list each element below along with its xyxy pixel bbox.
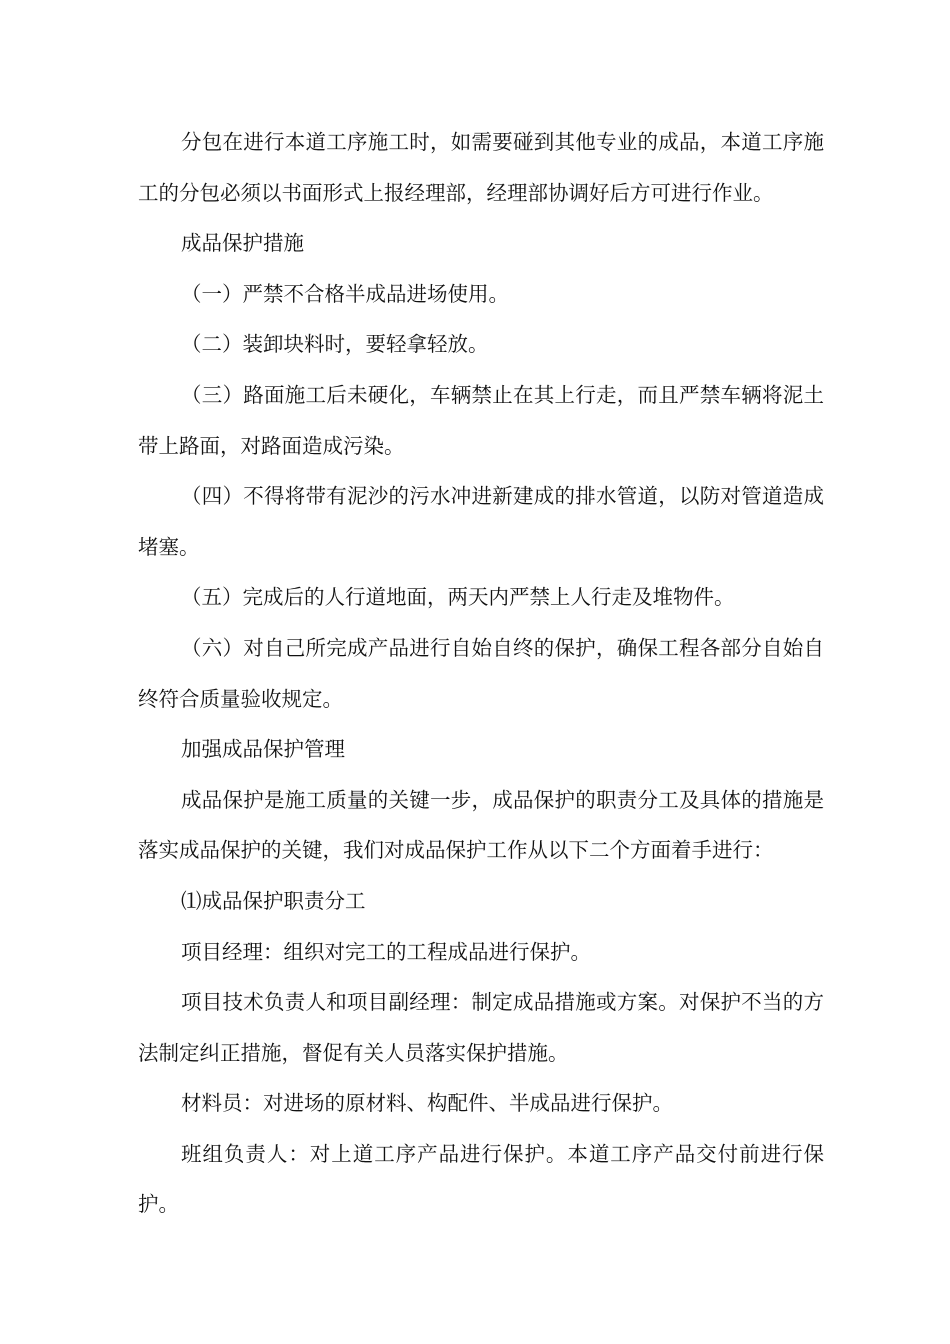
subheading-responsibility-division: ⑴成品保护职责分工 <box>181 888 366 913</box>
list-item-measure-2: （二）装卸块料时，要轻拿轻放。 <box>181 332 489 357</box>
duty-project-manager: 项目经理：组织对完工的工程成品进行保护。 <box>181 939 591 964</box>
duty-team-leader: 班组负责人：对上道工序产品进行保护。本道工序产品交付前进行保护。 <box>138 1141 824 1217</box>
duty-material-officer: 材料员：对进场的原材料、构配件、半成品进行保护。 <box>181 1091 673 1116</box>
list-item-measure-4: （四）不得将带有泥沙的污水冲进新建成的排水管道，以防对管道造成堵塞。 <box>138 484 824 559</box>
document-body <box>138 117 824 1230</box>
list-item-measure-5: （五）完成后的人行道地面，两天内严禁上人行走及堆物件。 <box>181 585 735 610</box>
paragraph-subcontract-coordination: 分包在进行本道工序施工时，如需要碰到其他专业的成品，本道工序施工的分包必须以书面形式上报经理部，经理部协调好后方可进行作业。 <box>138 130 824 205</box>
list-item-measure-6: （六）对自己所完成产品进行自始自终的保护，确保工程各部分自始自终符合质量验收规定。 <box>138 635 824 711</box>
list-item-measure-3: （三）路面施工后未硬化，车辆禁止在其上行走，而且严禁车辆将泥土带上路面，对路面造成污染。 <box>138 382 824 458</box>
paragraph-protection-key: 成品保护是施工质量的关键一步，成品保护的职责分工及具体的措施是落实成品保护的关键，我们对成品保护工作从以下二个方面着手进行： <box>138 787 824 863</box>
section-heading-protection-measures: 成品保护措施 <box>181 231 304 256</box>
duty-technical-lead: 项目技术负责人和项目副经理：制定成品措施或方案。对保护不当的方法制定纠正措施，督促有关人员落实保护措施。 <box>138 990 824 1065</box>
section-heading-protection-management: 加强成品保护管理 <box>181 737 345 762</box>
list-item-measure-1: （一）严禁不合格半成品进场使用。 <box>181 281 509 306</box>
